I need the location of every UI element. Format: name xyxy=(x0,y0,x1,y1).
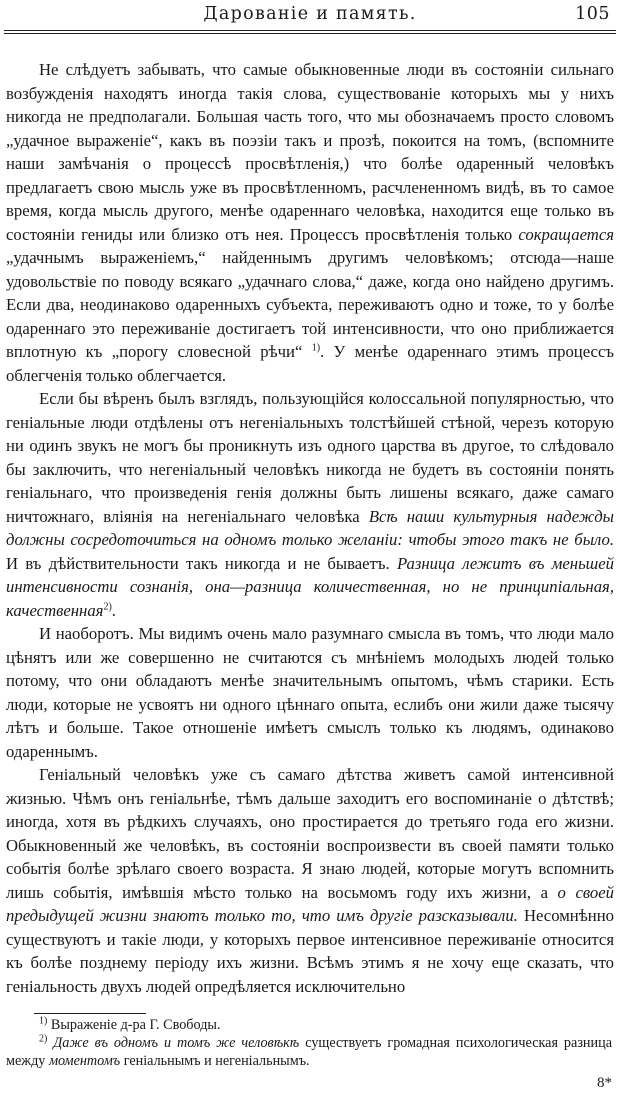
signature-mark: 8* xyxy=(597,1075,612,1091)
footnote-1: $^{1)}$ Выраженіе д-ра Г. Свободы. xyxy=(39,1015,221,1033)
paragraph-1: Не слѣдуетъ забывать, что самые обыкновенные люди въ состояніи сильнаго возбужденія находятъ иногда такія слова, существованіе которыхъ мы у нихъ никогда не предполагали. Большая часть того, что мы обозначаемъ просто словомъ „удачное выраженіе“, какъ въ поэзіи такъ и прозѣ, покоится на томъ, (вспомните наши замѣчанія о процессѣ просвѣтленія,) что болѣе одаренный человѣкъ предлагаетъ свою мысль уже въ просвѣтленномъ, расчлененномъ видѣ, въ то самое время, когда мысль другого, менѣе одареннаго человѣка, находится еще только въ состояніи гениды или близко отъ нея. Процессъ просвѣтленія только сокращается „удачнымъ выраженіемъ,“ найденнымъ другимъ человѣкомъ; отсюда—наше удовольствіе по поводу всякаго „удачнаго слова,“ даже, когда оно найдено другимъ. Если два, неодинаково одаренныхъ субъекта, переживаютъ одно и тоже, то у болѣе одареннаго это переживаніе достигаетъ той интенсивности, что оно приближается вплотную къ „порогу словесной рѣчи“ $^{1)}$. У менѣе одареннаго этимъ процессъ облегченія только облегчается. xyxy=(6,60,614,385)
running-header xyxy=(8,4,612,28)
page-number: 105 xyxy=(575,4,610,24)
running-title: Дарованіе и память. xyxy=(203,4,417,24)
footnotes xyxy=(6,1016,612,1070)
footnote-rule xyxy=(34,1013,146,1014)
paragraph-2: Если бы вѣренъ былъ взглядъ, пользующійся колоссальной популярностью, что геніальные люди отдѣлены отъ негеніальныхъ толстѣйшей стѣной, черезъ которую ни одинъ звукъ не могъ бы проникнуть изъ одного царства въ другое, то слѣдовало бы заключить, что негеніальный человѣкъ никогда не будетъ въ состояніи понять геніальнаго, что произведенія генія должны быть лишены всякаго, даже самаго ничтожнаго, вліянія на негеніальнаго человѣка Всѣ наши культурныя надежды должны сосредоточиться на одномъ только желаніи: чтобы этого такъ не было. И въ дѣйствительности такъ никогда и не бываетъ. Разница лежитъ въ меньшей интенсивности сознанія, она—разница количественная, но не принципіальная, качественная$^{2)}$. xyxy=(6,389,615,620)
footnote-ref-2: 2) xyxy=(103,600,112,612)
body-text xyxy=(6,58,614,998)
header-rule-bottom xyxy=(4,33,616,34)
paragraph-3: И наоборотъ. Мы видимъ очень мало разумнаго смысла въ томъ, что люди мало цѣнятъ или же совершенно не считаются съ мнѣніемъ молодыхъ людей только потому, что они обладаютъ менѣе значительнымъ опытомъ, чѣмъ старики. Есть люди, которые не усвоятъ ни одного цѣннаго опыта, еслибъ они жили даже тысячу лѣтъ и больше. Такое отношеніе имѣетъ смыслъ только къ людямъ, одинаково одареннымъ. xyxy=(6,624,614,761)
header-rule-top xyxy=(4,30,616,31)
paragraph-4: Геніальный человѣкъ уже съ самаго дѣтства живетъ самой интенсивной жизнью. Чѣмъ онъ геніальнѣе, тѣмъ дальше заходитъ его воспоминаніе о дѣтствѣ; иногда, хотя въ рѣдкихъ случаяхъ, оно простирается до третьяго года его жизни. Обыкновенный же человѣкъ, въ состояніи воспроизвести въ своей памяти только событія болѣе зрѣлаго своего возраста. Я знаю людей, которые могутъ вспомнить лишь событія, имѣвшія мѣсто только на восьмомъ году ихъ жизни, а о своей предыдущей жизни знаютъ только то, что имъ другіе разсказывали. Несомнѣнно существуютъ и такіе люди, у которыхъ первое интенсивное переживаніе относится къ болѣе позднему періоду ихъ жизни. Всѣмъ этимъ я не хочу еще сказать, что геніальность двухъ людей опредѣляется исключительно xyxy=(6,765,614,996)
footnote-2: $^{2)}$ Даже въ одномъ и томъ же человѣкѣ существуетъ громадная психологическая разница между моментомъ геніальнымъ и негеніальнымъ. xyxy=(6,1033,612,1069)
footnote-ref-1: 1) xyxy=(311,342,321,354)
